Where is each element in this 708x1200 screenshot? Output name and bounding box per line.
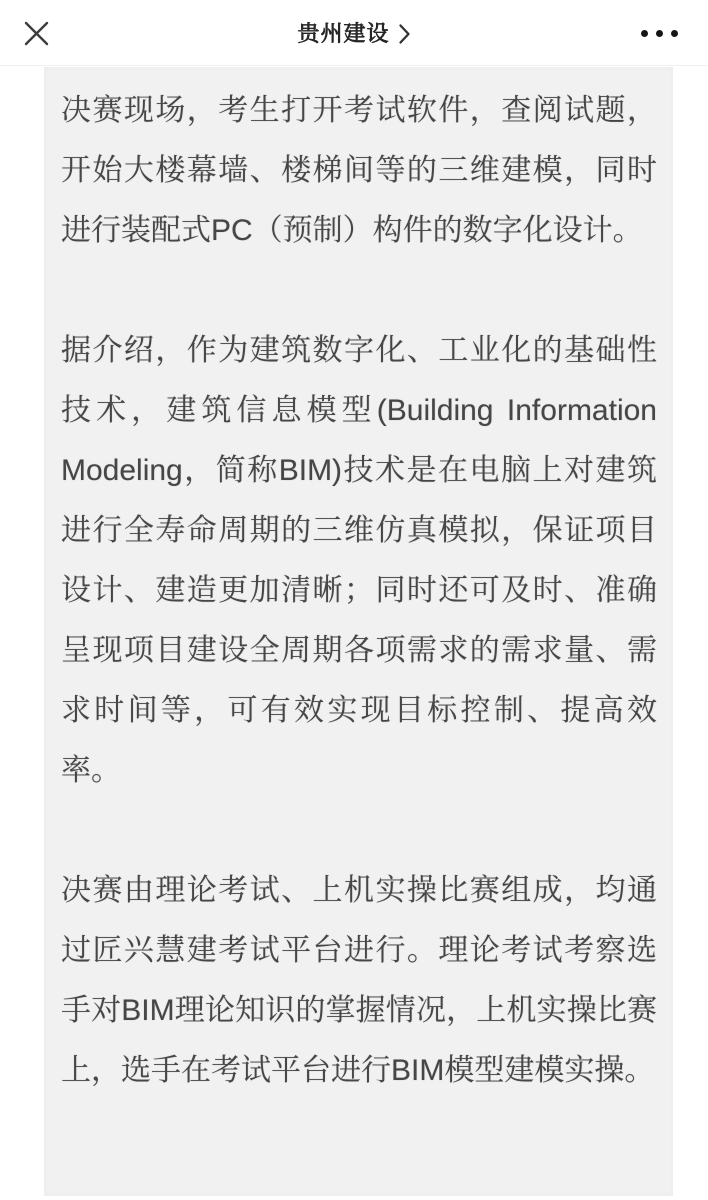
article-body[interactable] <box>0 66 708 1200</box>
close-icon <box>23 20 50 47</box>
article-paragraph: 决赛由理论考试、上机实操比赛组成，均通过匠兴慧建考试平台进行。理论考试考察选手对BIM理论知识的掌握情况，上机实操比赛上，选手在考试平台进行BIM模型建模实操。 <box>61 874 657 1087</box>
more-icon <box>671 30 678 37</box>
titlebar <box>0 0 708 66</box>
article-text-image <box>44 67 673 1196</box>
page-title: 贵州建设 <box>297 21 390 46</box>
more-icon <box>641 30 648 37</box>
article-paragraph: 决赛现场，考生打开考试软件，查阅试题，开始大楼幕墙、楼梯间等的三维建模，同时进行装配式PC（预制）构件的数字化设计。 <box>61 94 657 247</box>
article-paragraph: 据介绍，作为建筑数字化、工业化的基础性技术，建筑信息模型(Building Information Modeling，简称BIM)技术是在电脑上对建筑进行全寿命周期的三维仿真模拟，保证项目设计、建造更加清晰；同时还可及时、准确呈现项目建设全周期各项需求的需求量、需求时间等，可有效实现目标控制、提高效率。 <box>61 334 657 787</box>
account-title[interactable] <box>297 17 410 48</box>
chevron-right-icon <box>398 23 411 45</box>
more-icon <box>656 30 663 37</box>
more-menu-button[interactable] <box>639 23 680 43</box>
close-button[interactable] <box>16 13 56 53</box>
